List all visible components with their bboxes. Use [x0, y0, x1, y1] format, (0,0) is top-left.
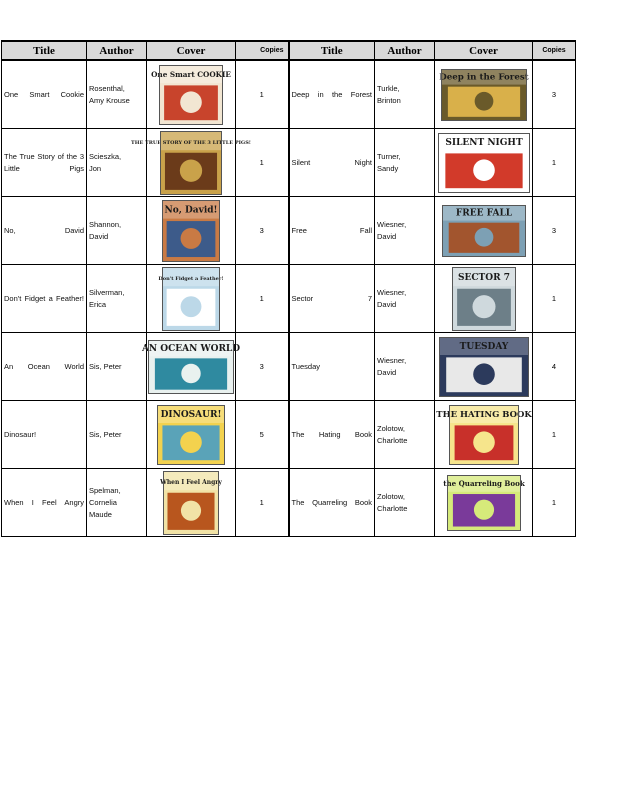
book-author: Sis, Peter [87, 333, 147, 401]
book-title: The True Story of the 3 Little Pigs [2, 129, 87, 197]
an-ocean-world-cover [141, 340, 241, 394]
book-author: Turkle, Brinton [375, 60, 435, 129]
true-story-3-little-pigs-cover-art [130, 131, 252, 195]
cover-cell [435, 401, 533, 469]
table-row [2, 265, 576, 333]
book-author: Shannon, David [87, 197, 147, 265]
book-title: Tuesday [289, 333, 375, 401]
svg-text:SILENT NIGHT: SILENT NIGHT [444, 137, 523, 148]
copies-count: 3 [533, 197, 576, 265]
copies-count: 1 [236, 469, 289, 537]
true-story-3-little-pigs-cover [130, 131, 252, 195]
copies-count: 1 [533, 265, 576, 333]
book-title: Silent Night [289, 129, 375, 197]
book-author: Spelman, Cornelia Maude [87, 469, 147, 537]
cover-cell [435, 469, 533, 537]
deep-in-the-forest-cover-art [438, 69, 529, 121]
header-title-right: Title [289, 41, 375, 60]
book-author: Wiesner, David [375, 265, 435, 333]
dinosaur-cover-art [157, 405, 225, 465]
when-i-feel-angry-cover-art [160, 471, 222, 535]
tuesday-cover-art [439, 337, 529, 397]
svg-text:AN OCEAN WORLD: AN OCEAN WORLD [141, 343, 241, 354]
book-author: Rosenthal, Amy Krouse [87, 60, 147, 129]
copies-count: 1 [236, 60, 289, 129]
svg-text:Don't Fidget a Feather!: Don't Fidget a Feather! [158, 275, 224, 282]
copies-count: 1 [533, 129, 576, 197]
cover-cell [141, 333, 241, 401]
copies-count: 3 [533, 60, 576, 129]
book-title: No, David [2, 197, 87, 265]
cover-cell [435, 60, 533, 129]
cover-cell [147, 401, 236, 469]
free-fall-cover-art [442, 205, 526, 257]
dont-fidget-a-feather-cover [158, 267, 224, 331]
copies-count: 1 [236, 129, 289, 197]
cover-cell [435, 265, 533, 333]
table-row [2, 129, 576, 197]
svg-text:FREE FALL: FREE FALL [455, 207, 512, 218]
book-title: One Smart Cookie [2, 60, 87, 129]
book-title: When I Feel Angry [2, 469, 87, 537]
copies-count: 3 [236, 333, 289, 401]
svg-text:Deep in the Forest: Deep in the Forest [438, 71, 529, 82]
book-title: Deep in the Forest [289, 60, 375, 129]
svg-text:When I Feel Angry: When I Feel Angry [160, 478, 222, 486]
header-author-right: Author [375, 41, 435, 60]
sector-7-cover [452, 267, 516, 331]
the-quarreling-book-cover [442, 475, 525, 531]
copies-count: 1 [533, 469, 576, 537]
svg-text:DINOSAUR!: DINOSAUR! [160, 409, 222, 420]
svg-text:THE TRUE STORY OF THE 3 LITTLE: THE TRUE STORY OF THE 3 LITTLE PIGS! [130, 139, 252, 146]
book-inventory-sheet [1, 40, 575, 537]
book-author: Zolotow, Charlotte [375, 469, 435, 537]
svg-text:No, David!: No, David! [164, 204, 218, 215]
one-smart-cookie-cover [151, 65, 231, 125]
no-david-cover-art [162, 200, 220, 262]
svg-text:THE HATING BOOK: THE HATING BOOK [435, 408, 532, 419]
tuesday-cover [439, 337, 529, 397]
svg-text:TUESDAY: TUESDAY [459, 341, 508, 352]
book-author: Scieszka, Jon [87, 129, 147, 197]
cover-cell [130, 129, 252, 197]
book-title: Don't Fidget a Feather! [2, 265, 87, 333]
header-row [2, 41, 576, 60]
copies-count: 4 [533, 333, 576, 401]
book-title: The Hating Book [289, 401, 375, 469]
the-hating-book-cover-art [435, 405, 532, 465]
silent-night-cover [438, 133, 530, 193]
book-author: Turner, Sandy [375, 129, 435, 197]
cover-cell [435, 333, 533, 401]
cover-cell [147, 60, 236, 129]
table-row [2, 401, 576, 469]
book-author: Sis, Peter [87, 401, 147, 469]
cover-cell [435, 129, 533, 197]
no-david-cover [162, 200, 220, 262]
the-hating-book-cover [435, 405, 532, 465]
book-author: Wiesner, David [375, 333, 435, 401]
cover-cell [147, 197, 236, 265]
book-author: Silverman, Erica [87, 265, 147, 333]
cover-cell [147, 469, 236, 537]
copies-count: 1 [533, 401, 576, 469]
header-author-left: Author [87, 41, 147, 60]
svg-text:One Smart COOKIE: One Smart COOKIE [151, 69, 231, 79]
book-title: An Ocean World [2, 333, 87, 401]
silent-night-cover-art [438, 133, 530, 193]
an-ocean-world-cover-art [141, 340, 241, 394]
header-cover-right: Cover [435, 41, 533, 60]
svg-text:the Quarreling Book: the Quarreling Book [442, 478, 525, 488]
book-author: Wiesner, David [375, 197, 435, 265]
book-title: Free Fall [289, 197, 375, 265]
deep-in-the-forest-cover [438, 69, 529, 121]
cover-cell [147, 265, 236, 333]
book-title: Sector 7 [289, 265, 375, 333]
header-cover-left: Cover [147, 41, 236, 60]
table-row [2, 469, 576, 537]
the-quarreling-book-cover-art [442, 475, 525, 531]
copies-count: 3 [236, 197, 289, 265]
copies-count: 1 [236, 265, 289, 333]
svg-text:SECTOR 7: SECTOR 7 [457, 272, 510, 283]
copies-count: 5 [236, 401, 289, 469]
header-title-left: Title [2, 41, 87, 60]
one-smart-cookie-cover-art [151, 65, 231, 125]
book-author: Zolotow, Charlotte [375, 401, 435, 469]
dont-fidget-a-feather-cover-art [158, 267, 224, 331]
table-row [2, 60, 576, 129]
dinosaur-cover [157, 405, 225, 465]
sector-7-cover-art [452, 267, 516, 331]
book-inventory-table [1, 40, 576, 537]
book-title: The Quarreling Book [289, 469, 375, 537]
table-row [2, 333, 576, 401]
free-fall-cover [442, 205, 526, 257]
table-row [2, 197, 576, 265]
when-i-feel-angry-cover [160, 471, 222, 535]
book-title: Dinosaur! [2, 401, 87, 469]
cover-cell [435, 197, 533, 265]
header-copies-right: Copies [533, 41, 576, 60]
header-copies-left: Copies [236, 41, 289, 60]
